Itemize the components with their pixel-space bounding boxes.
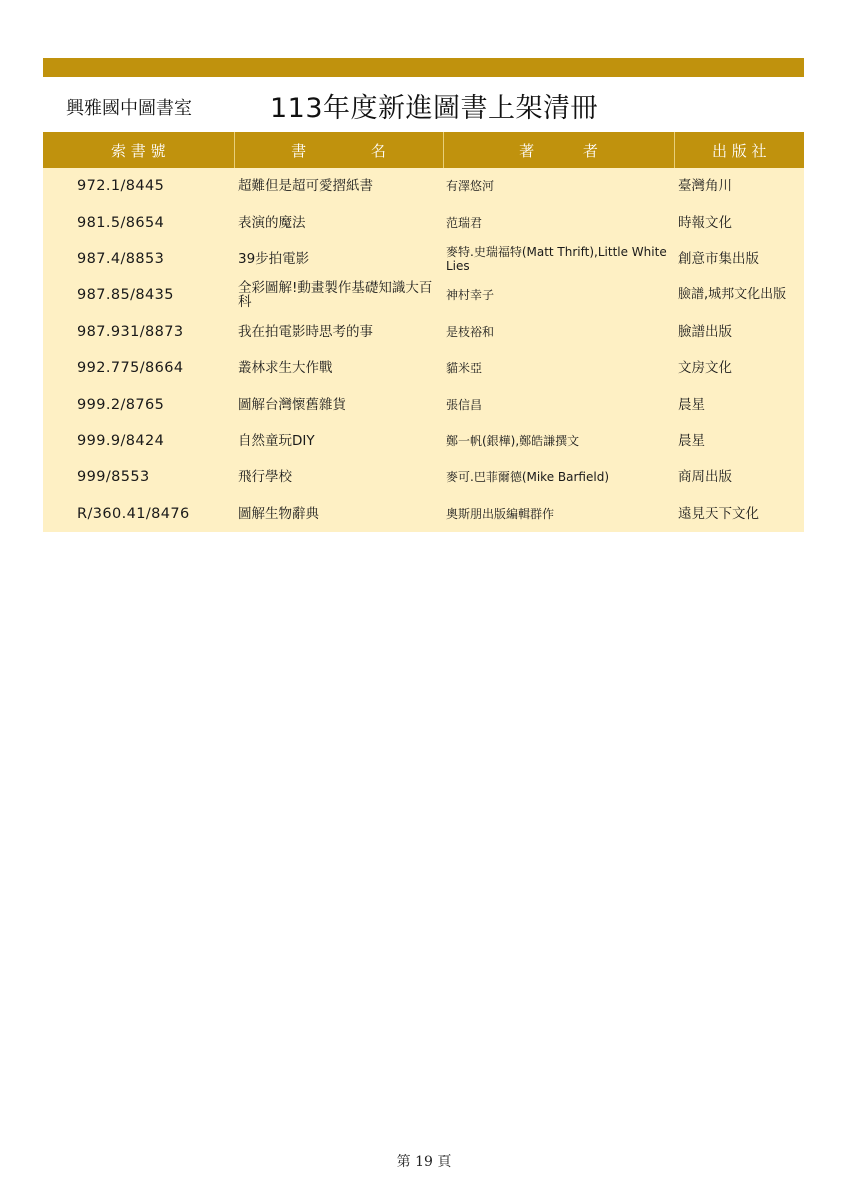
title-cell: 圖解台灣懷舊雜貨 (234, 386, 443, 422)
call-number-cell: 972.1/8445 (43, 168, 234, 204)
call-number-cell: 999/8553 (43, 459, 234, 495)
title-cell: 我在拍電影時思考的事 (234, 314, 443, 350)
table-row (43, 459, 804, 495)
publisher-cell: 臺灣角川 (674, 168, 804, 204)
call-number-cell: 999.2/8765 (43, 386, 234, 422)
table-row (43, 314, 804, 350)
call-number-cell: 987.85/8435 (43, 277, 234, 313)
author-cell: 神村幸子 (443, 277, 674, 313)
table-row (43, 496, 804, 532)
author-cell: 有澤悠河 (443, 168, 674, 204)
table-row (43, 168, 804, 204)
school-name: 興雅國中圖書室 (66, 98, 192, 119)
title-cell: 全彩圖解!動畫製作基礎知識大百科 (234, 277, 443, 313)
table-row (43, 277, 804, 313)
publisher-cell: 晨星 (674, 386, 804, 422)
title-cell: 表演的魔法 (234, 204, 443, 240)
publisher-cell: 創意市集出版 (674, 241, 804, 277)
title-cell: 飛行學校 (234, 459, 443, 495)
author-cell: 奧斯朋出版編輯群作 (443, 496, 674, 532)
publisher-cell: 文房文化 (674, 350, 804, 386)
title-cell: 叢林求生大作戰 (234, 350, 443, 386)
call-number-cell: 987.931/8873 (43, 314, 234, 350)
author-cell: 鄭一帆(銀樺),鄭皓謙撰文 (443, 423, 674, 459)
author-cell: 是枝裕和 (443, 314, 674, 350)
page-title: 113年度新進圖書上架清冊 (270, 93, 599, 124)
publisher-cell: 時報文化 (674, 204, 804, 240)
column-header-title: 書 名 (234, 132, 443, 168)
publisher-cell: 商周出版 (674, 459, 804, 495)
publisher-cell: 臉譜出版 (674, 314, 804, 350)
top-accent-bar (43, 58, 804, 77)
author-cell: 貓米亞 (443, 350, 674, 386)
table-row (43, 423, 804, 459)
table-row (43, 386, 804, 422)
call-number-cell: 999.9/8424 (43, 423, 234, 459)
table-header-row (43, 132, 804, 168)
table-row (43, 204, 804, 240)
column-header-publisher: 出 版 社 (674, 132, 804, 168)
publisher-cell: 遠見天下文化 (674, 496, 804, 532)
title-cell: 自然童玩DIY (234, 423, 443, 459)
call-number-cell: 987.4/8853 (43, 241, 234, 277)
author-cell: 麥特.史瑞福特(Matt Thrift),Little White Lies (443, 241, 674, 277)
publisher-cell: 臉譜,城邦文化出版 (674, 277, 804, 313)
table-row (43, 241, 804, 277)
title-cell: 超難但是超可愛摺紙書 (234, 168, 443, 204)
table-row (43, 350, 804, 386)
call-number-cell: 981.5/8654 (43, 204, 234, 240)
author-cell: 張信昌 (443, 386, 674, 422)
book-list-table (43, 132, 804, 532)
author-cell: 麥可.巴菲爾德(Mike Barfield) (443, 459, 674, 495)
title-cell: 圖解生物辭典 (234, 496, 443, 532)
page-number: 第 19 頁 (396, 1154, 452, 1170)
call-number-cell: R/360.41/8476 (43, 496, 234, 532)
publisher-cell: 晨星 (674, 423, 804, 459)
document-header (43, 86, 804, 126)
call-number-cell: 992.775/8664 (43, 350, 234, 386)
title-cell: 39步拍電影 (234, 241, 443, 277)
author-cell: 范瑞君 (443, 204, 674, 240)
column-header-call-number: 索 書 號 (43, 132, 234, 168)
column-header-author: 著 者 (443, 132, 674, 168)
